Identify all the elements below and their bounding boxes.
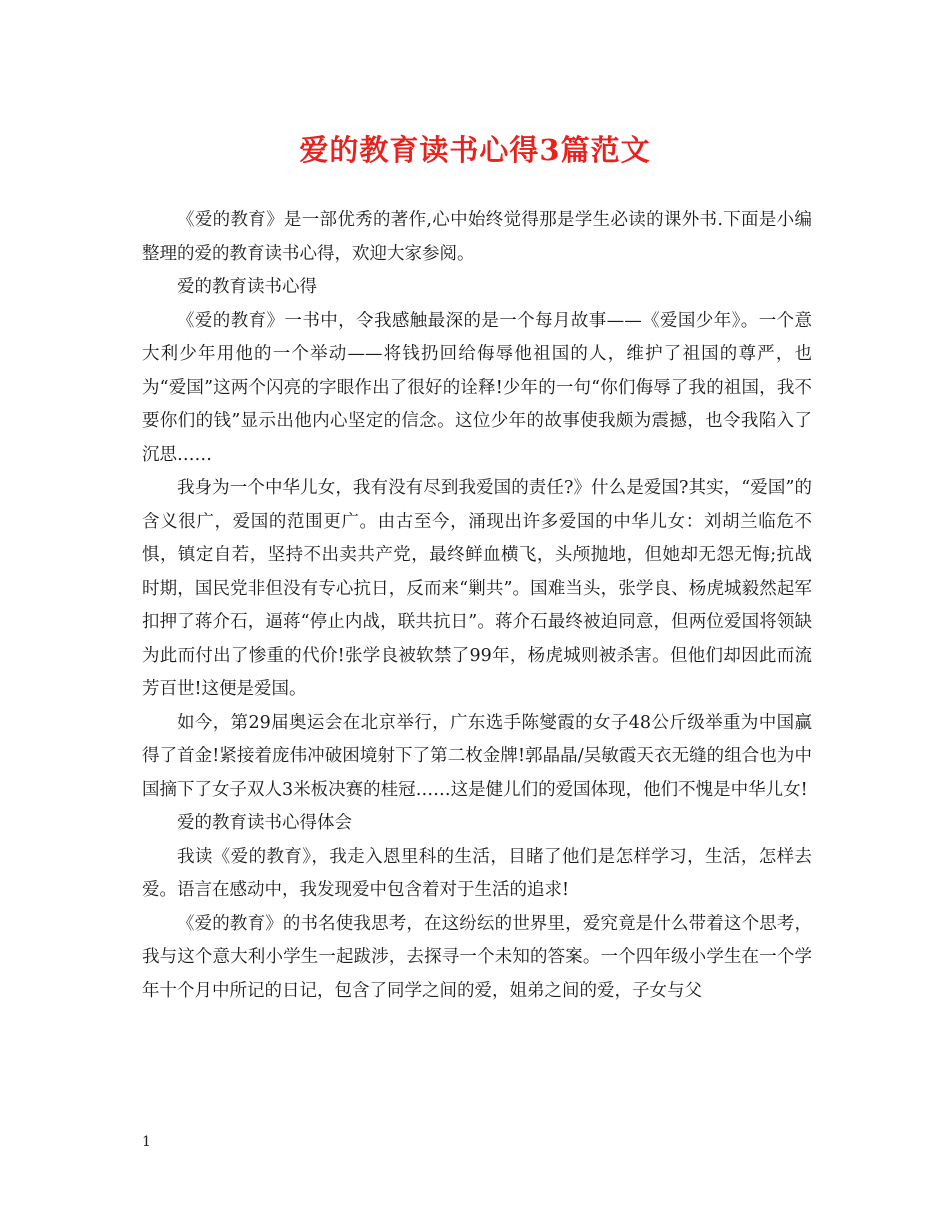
document-title: 爱的教育读书心得3篇范文 [299, 133, 651, 167]
body-paragraph: 我身为一个中华儿女，我有没有尽到我爱国的责任?》什么是爱国?其实，“爱国”的含义很广，爱国的范围更广。由古至今，涌现出许多爱国的中华儿女：刘胡兰临危不惧，镇定自若，坚持不出卖共产党，最终鲜血横飞，头颅抛地，但她却无怨无悔;抗战时期，国民党非但没有专心抗日，反而来“剿共”。国难当头，张学良、杨虎城毅然起军扣押了蒋介石，逼蒋“停止内战，联共抗日”。蒋介石最终被迫同意，但两位爱国将领缺为此而付出了惨重的代价!张学良被软禁了99年，杨虎城则被杀害。但他们却因此而流芳百世!这便是爱国。 [142, 478, 812, 699]
body-paragraph: 《爱的教育》一书中，令我感触最深的是一个每月故事——《爱国少年》。一个意大利少年用他的一个举动——将钱扔回给侮辱他祖国的人，维护了祖国的尊严，也为“爱国”这两个闪亮的字眼作出了很好的诠释!少年的一句“你们侮辱了我的祖国，我不要你们的钱”显示出他内心坚定的信念。这位少年的故事使我颇为震撼，也令我陷入了沉思…… [142, 310, 812, 465]
body-paragraph: 我读《爱的教育》，我走入恩里科的生活，目睹了他们是怎样学习，生活，怎样去爱。语言在感动中，我发现爱中包含着对于生活的追求! [142, 846, 812, 900]
document-body [142, 204, 812, 1008]
section-heading-2: 爱的教育读书心得体会 [177, 813, 352, 833]
intro-paragraph: 《爱的教育》是一部优秀的著作,心中始终觉得那是学生必读的课外书.下面是小编整理的爱的教育读书心得，欢迎大家参阅。 [142, 210, 812, 264]
section-heading-1: 爱的教育读书心得 [177, 277, 317, 297]
body-paragraph: 《爱的教育》的书名使我思考，在这纷纭的世界里，爱究竟是什么带着这个思考，我与这个意大利小学生一起跋涉，去探寻一个未知的答案。一个四年级小学生在一个学年十个月中所记的日记，包含了同学之间的爱，姐弟之间的爱，子女与父 [142, 913, 812, 1001]
body-paragraph: 如今，第29届奥运会在北京举行，广东选手陈燮霞的女子48公斤级举重为中国赢得了首金!紧接着庞伟冲破困境射下了第二枚金牌!郭晶晶/吴敏霞天衣无缝的组合也为中国摘下了女子双人3米板决赛的桂冠……这是健儿们的爱国体现，他们不愧是中华儿女! [142, 712, 812, 800]
page-number: 1 [142, 1134, 151, 1150]
